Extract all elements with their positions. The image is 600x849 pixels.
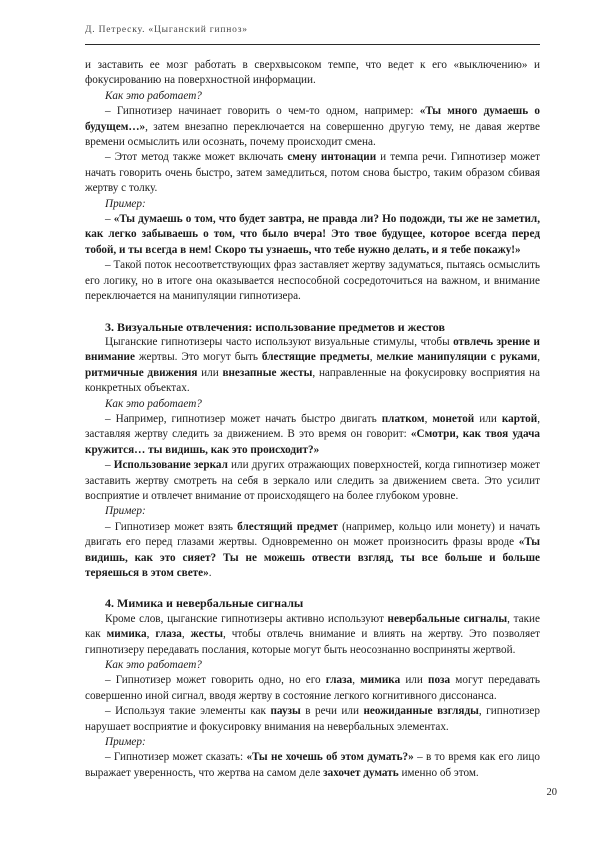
text-run: в речи или (300, 705, 364, 718)
bold-text-run: мимика (360, 674, 401, 687)
lead-in-line (85, 504, 540, 519)
text-run: Как это работает? (105, 659, 202, 672)
text-run: , (369, 351, 377, 364)
text-run: , (424, 412, 433, 425)
paragraph (85, 212, 540, 258)
paragraph (85, 150, 540, 196)
bold-text-run: глаза (155, 628, 182, 641)
text-run: – Этот метод также может включать (105, 151, 288, 164)
paragraph (85, 258, 540, 304)
bold-text-run: картой (501, 412, 538, 425)
text-run: Кроме слов, цыганские гипнотизеры активно используют (105, 612, 388, 625)
text-run: Пример: (105, 197, 146, 210)
bold-text-run: неожиданные взгляды (363, 705, 479, 718)
text-run: Цыганские гипнотизеры часто используют визуальные стимулы, чтобы (105, 335, 454, 348)
paragraph (85, 750, 540, 781)
paragraph (85, 520, 540, 582)
bold-text-run: невербальные сигналы (387, 612, 508, 625)
lead-in-line (85, 89, 540, 104)
text-run: Пример: (105, 505, 146, 518)
text-run: , (181, 628, 191, 641)
text-run: , затем внезапно переключается на совершенно другую тему, не давая жертве времени осмыслить или осознать, почему происходит смена. (85, 120, 540, 149)
text-run: Пример: (105, 736, 146, 749)
text-run: – Например, гипнотизер может начать быстро двигать (105, 412, 382, 425)
bold-text-run: ритмичные движения (85, 366, 198, 379)
text-run: – Такой поток несоответствующих фраз заставляет жертву задуматься, пытаясь осмыслить его логику, но в итоге она оказывается неспособной сосредоточиться на важном, и внимание переключается на манипуляции гипнотизера. (85, 259, 540, 303)
text-run: – Гипнотизер может взять (105, 520, 238, 533)
lead-in-line (85, 735, 540, 750)
text-run: , направленные на фокусировку восприятия на конкретных объектах. (85, 366, 541, 395)
bold-text-run: жесты (190, 628, 223, 641)
text-run: или других отражающих поверхностей, когда гипнотизер может заставить жертву смотреть на себя в зеркало или следить за движением света. Это усилит восприятие и отвлечет внимание от происходящего на более глубоком уровне. (85, 459, 541, 502)
text-run: (например, кольцо или монету) и начать двигать его перед глазами жертвы. Одновременно он может произносить фразы вроде (85, 520, 540, 549)
text-run: могут передавать совершенно иной сигнал, вводя жертву в состояние легкого когнитивного диссонанса. (85, 674, 540, 702)
text-run: и темпа речи. Гипнотизер может начать говорить очень быстро, затем замедлиться, потом снова быстро, таким образом сбивая жертву с толку. (85, 151, 540, 195)
section-heading: 4. Мимика и невербальные сигналы (105, 596, 304, 611)
text-run: – Гипнотизер может говорить одно, но его (105, 674, 326, 687)
text-run: , (537, 351, 540, 364)
bold-text-run: монетой (432, 412, 475, 425)
paragraph (85, 704, 540, 735)
bold-text-run: смену интонации (287, 151, 377, 164)
paragraph (85, 458, 540, 504)
running-header-title: Д. Петреску. «Цыганский гипноз» (85, 25, 248, 35)
bold-text-run: блестящие предметы (261, 351, 370, 364)
text-run: или (474, 412, 502, 425)
bold-text-run: «Смотри, как твоя удача кружится… ты видишь, как это происходит?» (85, 428, 540, 456)
bold-text-run: блестящий предмет (237, 520, 338, 533)
text-run: или (197, 366, 223, 379)
bold-text-run: «Ты думаешь о том, что будет завтра, не правда ли? Но подожди, ты же не заметил, как легко забываешь о том, что было вчера! Это твое будущее, которое всегда перед тобой, и ты всегда в нем! Скоро ты узнаешь, что тебе нужно делать, и я тебе покажу!» (85, 213, 541, 256)
text-run: Как это работает? (105, 89, 202, 102)
paragraph (85, 104, 540, 150)
bold-text-run: поза (428, 674, 451, 687)
bold-text-run: «Ты много думаешь о будущем…» (85, 105, 540, 133)
running-header (85, 25, 540, 35)
header-rule (85, 44, 540, 45)
text-run: , (146, 628, 156, 641)
text-run: – (105, 459, 114, 472)
bold-text-run: платком (381, 412, 425, 425)
bold-text-run: глаза (325, 674, 353, 687)
text-run: и заставить ее мозг работать в сверхвысоком темпе, что ведет к его «выключению» и фокусированию на поверхностной информации. (85, 59, 540, 87)
text-run: , чтобы отвлечь внимание и влиять на жертву. Это позволяет гипнотизеру передавать послания, которые могут быть неосознанно восприняты жертвой. (85, 628, 541, 656)
lead-in-line (85, 197, 540, 212)
section-heading: 3. Визуальные отвлечения: использование предметов и жестов (105, 319, 445, 334)
text-run: – Гипнотизер начинает говорить о чем-то одном, например: (105, 105, 420, 118)
page-number: 20 (546, 787, 557, 798)
bold-text-run: «Ты не хочешь об этом думать?» (246, 751, 414, 764)
text-run: , такие как (85, 612, 540, 641)
bold-text-run: паузы (270, 705, 301, 718)
paragraph (85, 58, 540, 89)
text-run: или (400, 674, 429, 687)
text-run: – (105, 213, 114, 226)
text-run: , гипнотизер нарушает восприятие и фокусировку внимания на невербальных элементах. (85, 705, 540, 733)
lead-in-line (85, 658, 540, 673)
lead-in-line (85, 397, 540, 412)
text-run: Как это работает? (105, 397, 202, 410)
paragraph (85, 412, 540, 458)
bold-text-run: мелкие манипуляции с руками (376, 351, 538, 364)
text-run: – Используя такие элементы как (105, 705, 271, 718)
paragraph (85, 335, 540, 397)
text-run: . (208, 567, 212, 579)
page-body (85, 58, 540, 781)
bold-text-run: внезапные жесты (222, 366, 313, 379)
bold-text-run: мимика (106, 628, 147, 641)
bold-text-run: захочет думать (323, 766, 399, 779)
text-run: – в то время как его лицо выражает уверенность, что жертва на самом деле (85, 751, 540, 779)
text-run: , (352, 674, 361, 687)
paragraph (85, 612, 540, 658)
paragraph (85, 673, 540, 704)
text-run: – Гипнотизер может сказать: (105, 751, 247, 764)
text-run: жертвы. Это могут быть (134, 351, 262, 364)
text-run: именно об этом. (398, 766, 479, 779)
bold-text-run: «Ты видишь, как это сияет? Ты не можешь отвести взгляд, ты все больше и больше теряешься в этом свете» (85, 536, 540, 579)
bold-text-run: отвлечь зрение и внимание (85, 335, 540, 364)
text-run: , заставляя жертву следить за движением. В это время он говорит: (85, 412, 541, 441)
bold-text-run: Использование зеркал (113, 459, 228, 472)
